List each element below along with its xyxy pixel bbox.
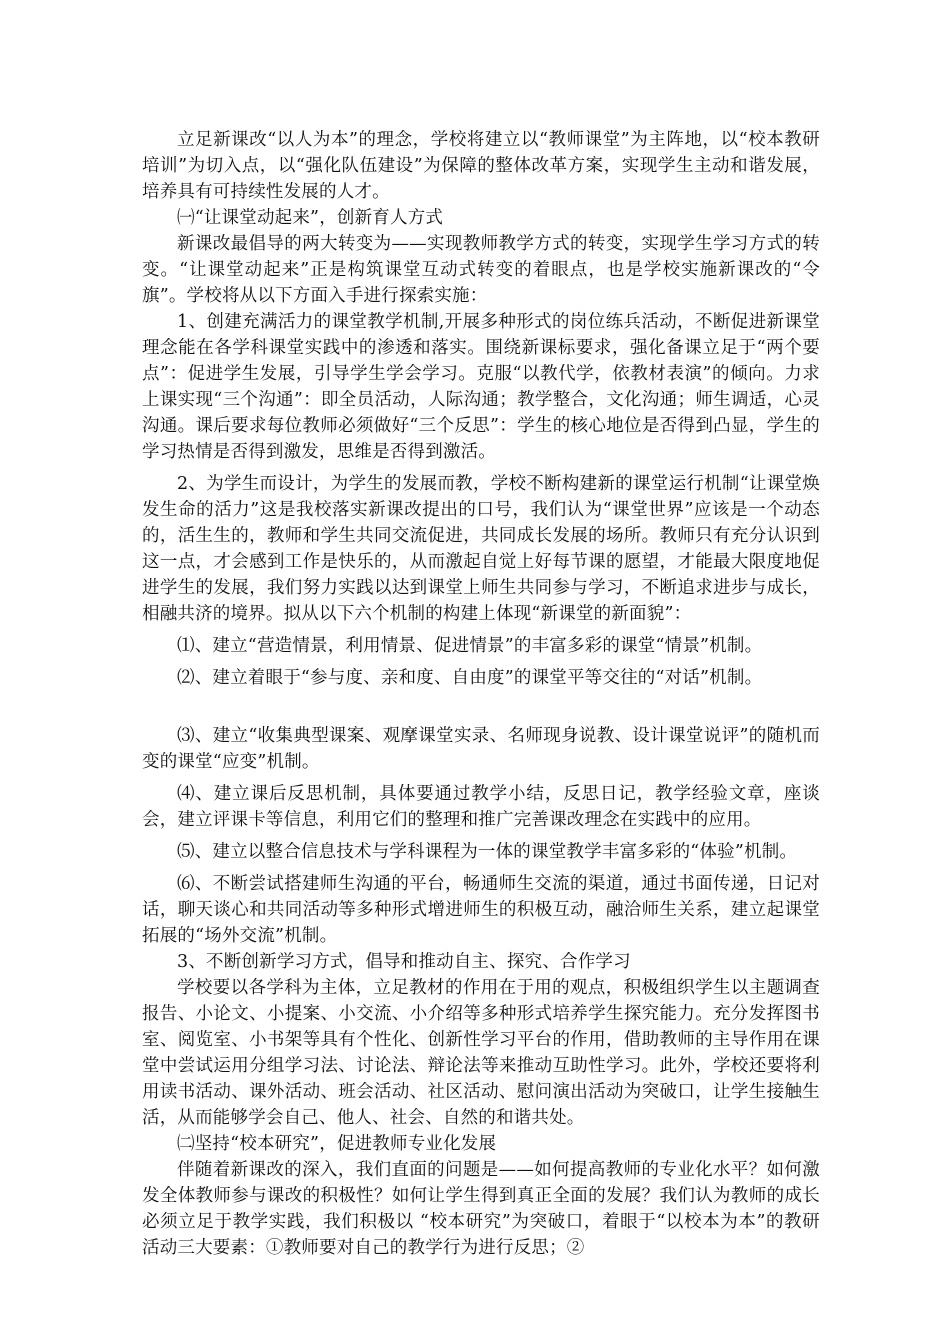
mechanism-item-6: ⑹、不断尝试搭建师生沟通的平台，畅通师生交流的渠道，通过书面传递，日记对话，聊天谈心和共同活动等多种形式增进师生的积极互动，融洽师生关系，建立起课堂拓展的“场外交流”机制。 (142, 874, 820, 946)
paragraph-learning: 学校要以各学科为主体，立足教材的作用在于用的观点，积极组织学生以主题调查报告、小论文、小提案、小交流、小介绍等多种形式培养学生探究能力。充分发挥图书室、阅览室、小书架等具有个性化、创新性学习平台的作用，借助教师的主导作用在课堂中尝试运用分组学习法、讨论法、辩论法等来推动互助性学习。此外，学校还要将利用读书活动、课外活动、班会活动、社区活动、慰问演出活动为突破口，让学生接触生活，从而能够学会自己、他人、社会、自然的和谐共处。 (142, 978, 820, 1128)
paragraph-transformation: 新课改最倡导的两大转变为——实现教师教学方式的转变，实现学生学习方式的转变。“让课堂动起来”正是构筑课堂互动式转变的着眼点，也是学校实施新课改的“令旗”。学校将从以下方面入手进行探索实施： (142, 234, 820, 306)
intro-paragraph: 立足新课改“以人为本”的理念，学校将建立以“教师课堂”为主阵地，以“校本教研培训”为切入点，以“强化队伍建设”为保障的整体改革方案，实现学生主动和谐发展，培养具有可持续性发展的人才。 (142, 130, 820, 202)
paragraph-item-2: 2、为学生而设计，为学生的发展而教，学校不断构建新的课堂运行机制“让课堂焕发生命的活力”这是我校落实新课改提出的口号，我们认为“课堂世界”应该是一个动态的，活生生的，教师和学生共同交流促进，共同成长发展的场所。教师只有充分认识到这一点，才会感到工作是快乐的，从而激起自觉上好每节课的愿望，才能最大限度地促进学生的发展，我们努力实践以达到课堂上师生共同参与学习，不断追求进步与成长，相融共济的境界。拟从以下六个机制的构建上体现“新课堂的新面貌”： (142, 474, 820, 624)
mechanism-item-5: ⑸、建立以整合信息技术与学科课程为一体的课堂教学丰富多彩的“体验”机制。 (177, 842, 798, 862)
mechanism-item-4: ⑷、建立课后反思机制，具体要通过教学小结，反思日记，教学经验文章，座谈会，建立评课卡等信息，利用它们的整理和推广完善课改理念在实践中的应用。 (142, 784, 820, 830)
mechanism-item-3: ⑶、建立“收集典型课案、观摩课堂实录、名师现身说教、设计课堂说评”的随机而变的课堂“应变”机制。 (142, 726, 820, 772)
mechanism-item-2: ⑵、建立着眼于“参与度、亲和度、自由度”的课堂平等交往的“对话”机制。 (177, 668, 763, 688)
mechanism-item-1: ⑴、建立“营造情景，利用情景、促进情景”的丰富多彩的课堂“情景”机制。 (177, 636, 763, 656)
paragraph-school-research: 伴随着新课改的深入，我们直面的问题是——如何提高教师的专业化水平？如何激发全体教师参与课改的积极性？如何让学生得到真正全面的发展？我们认为教师的成长必须立足于教学实践，我们积极以 “校本研究”为突破口，着眼于“以校本为本”的教研活动三大要素：①教师要对自己的教学行为进行反思；② (142, 1160, 820, 1258)
paragraph-item-1: 1、创建充满活力的课堂教学机制,开展多种形式的岗位练兵活动，不断促进新课堂理念能在各学科课堂实践中的渗透和落实。围绕新课标要求，强化备课立足于“两个要点”：促进学生发展，引导学生学会学习。克服“以教代学，依教材表演”的倾向。力求上课实现“三个沟通”：即全员活动，人际沟通；教学整合，文化沟通；师生调适，心灵沟通。课后要求每位教师必须做好“三个反思”：学生的核心地位是否得到凸显，学生的学习热情是否得到激发，思维是否得到激活。 (142, 312, 820, 462)
section-heading-2: ㈡坚持“校本研究”，促进教师专业化发展 (177, 1134, 497, 1154)
document-body (142, 127, 820, 1261)
section-heading-1: ㈠“让课堂动起来”，创新育人方式 (177, 208, 444, 228)
paragraph-item-3: 3、不断创新学习方式，倡导和推动自主、探究、合作学习 (177, 952, 631, 972)
